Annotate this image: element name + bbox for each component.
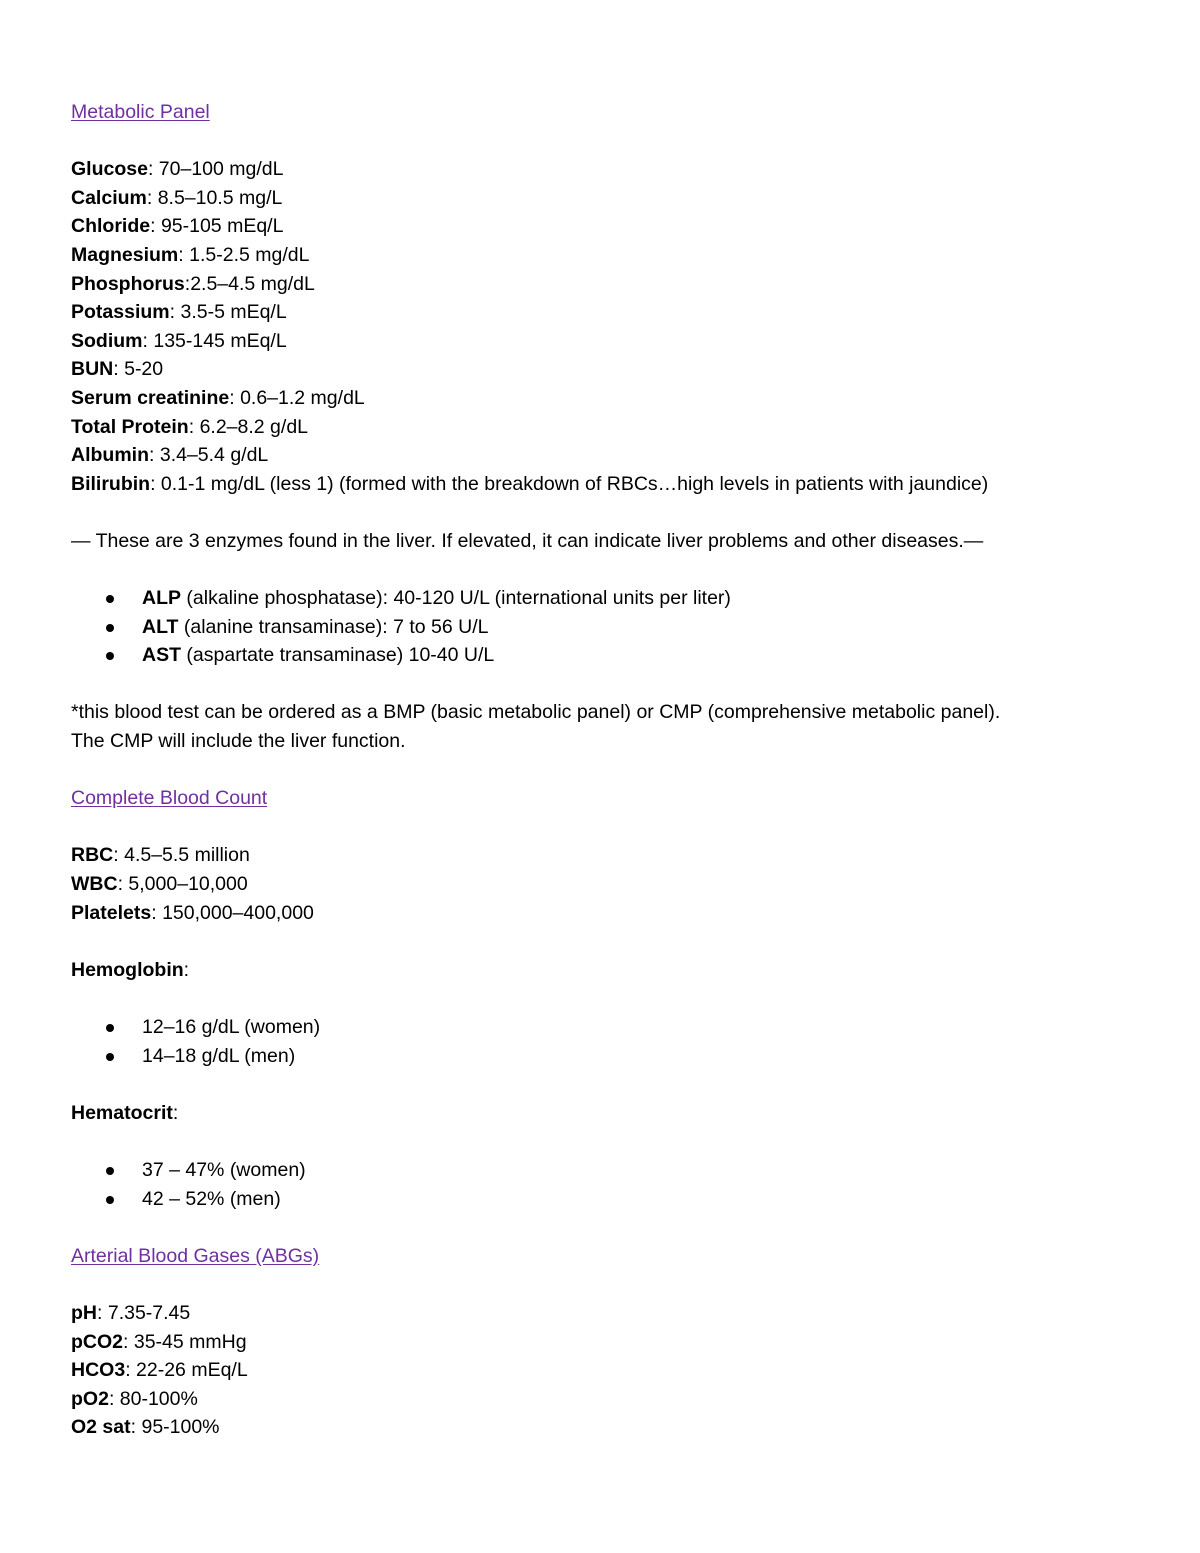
metabolic-item-value: 2.5–4.5 mg/dL xyxy=(190,272,315,295)
bullet-icon xyxy=(106,624,114,632)
abg-list xyxy=(71,1299,1151,1442)
metabolic-item-label: Total Protein xyxy=(71,415,189,438)
abg-item-label: pH xyxy=(71,1301,97,1324)
metabolic-item-label: Glucose xyxy=(71,158,148,181)
metabolic-item-value: 5-20 xyxy=(124,358,164,381)
hemoglobin-range-women: 12–16 g/dL (women) xyxy=(71,1013,1151,1042)
hemoglobin-range-men: 14–18 g/dL (men) xyxy=(71,1042,1151,1071)
metabolic-item-value: 3.5-5 mEq/L xyxy=(180,301,287,324)
liver-enzyme-alt xyxy=(71,613,1151,642)
metabolic-item-calcium: Calcium: 8.5–10.5 mg/L xyxy=(71,186,283,209)
metabolic-item-label: Albumin xyxy=(71,444,149,467)
liver-enzyme-value: (aspartate transaminase) 10-40 U/L xyxy=(181,644,495,667)
bullet-icon xyxy=(106,595,114,603)
metabolic-item-label: Phosphorus xyxy=(71,272,185,295)
abg-item-label: O2 sat xyxy=(71,1416,131,1439)
metabolic-item-bilirubin: Bilirubin: 0.1-1 mg/dL (less 1) (formed with the breakdown of RBCs…high levels in patients with jaundice) xyxy=(71,472,989,495)
metabolic-item-phosphorus: Phosphorus:2.5–4.5 mg/dL xyxy=(71,272,315,295)
metabolic-item-value: 0.6–1.2 mg/dL xyxy=(240,386,365,409)
liver-enzyme-alp xyxy=(71,584,1151,613)
cbc-item-rbc: RBC: 4.5–5.5 million xyxy=(71,844,250,867)
metabolic-item-sodium: Sodium: 135-145 mEq/L xyxy=(71,329,287,352)
metabolic-item-glucose: Glucose: 70–100 mg/dL xyxy=(71,158,284,181)
abg-item-value: 22-26 mEq/L xyxy=(136,1359,248,1382)
liver-enzyme-ast xyxy=(71,641,1151,670)
bullet-icon xyxy=(106,1167,114,1175)
cbc-item-wbc: WBC: 5,000–10,000 xyxy=(71,873,248,896)
metabolic-item-label: Serum creatinine xyxy=(71,386,230,409)
cbc-item-platelets: Platelets: 150,000–400,000 xyxy=(71,901,314,924)
abg-item-hco3: HCO3: 22-26 mEq/L xyxy=(71,1359,248,1382)
metabolic-footnote-line-2: The CMP will include the liver function. xyxy=(71,730,406,753)
cbc-item-label: RBC xyxy=(71,844,114,867)
metabolic-footnote-line-1: *this blood test can be ordered as a BMP (basic metabolic panel) or CMP (comprehensive metabolic panel). xyxy=(71,701,1001,724)
bullet-icon xyxy=(106,1024,114,1032)
metabolic-item-bun: BUN: 5-20 xyxy=(71,358,164,381)
metabolic-item-label: Bilirubin xyxy=(71,472,151,495)
metabolic-item-value: 8.5–10.5 mg/L xyxy=(157,186,283,209)
hematocrit-range-men: 42 – 52% (men) xyxy=(71,1185,1151,1214)
bullet-icon xyxy=(106,1053,114,1061)
metabolic-item-value: 135-145 mEq/L xyxy=(153,329,287,352)
metabolic-item-label: BUN xyxy=(71,358,114,381)
abg-item-value: 95-100% xyxy=(141,1416,220,1439)
metabolic-item-label: Potassium xyxy=(71,301,170,324)
document-page xyxy=(71,98,1151,1442)
metabolic-item-label: Sodium xyxy=(71,329,143,352)
metabolic-item-chloride: Chloride: 95-105 mEq/L xyxy=(71,215,284,238)
hemoglobin-ranges xyxy=(71,1013,1151,1070)
metabolic-panel-list xyxy=(71,155,1151,498)
hematocrit-range-women: 37 – 47% (women) xyxy=(71,1156,1151,1185)
liver-enzymes-list xyxy=(71,584,1151,670)
metabolic-item-value: 95-105 mEq/L xyxy=(160,215,284,238)
cbc-item-value: 150,000–400,000 xyxy=(162,901,314,924)
liver-enzyme-value: (alkaline phosphatase): 40-120 U/L (international units per liter) xyxy=(181,587,731,610)
cbc-item-label: Platelets xyxy=(71,901,152,924)
metabolic-item-label: Calcium xyxy=(71,186,147,209)
metabolic-item-value: 0.1-1 mg/dL (less 1) (formed with the breakdown of RBCs…high levels in patients with jaundice) xyxy=(160,472,989,495)
abg-item-ph: pH: 7.35-7.45 xyxy=(71,1301,191,1324)
metabolic-item-value: 6.2–8.2 g/dL xyxy=(199,415,309,438)
metabolic-item-total-protein: Total Protein: 6.2–8.2 g/dL xyxy=(71,415,309,438)
abg-item-label: HCO3 xyxy=(71,1359,126,1382)
metabolic-item-value: 1.5-2.5 mg/dL xyxy=(189,243,310,266)
metabolic-item-albumin: Albumin: 3.4–5.4 g/dL xyxy=(71,444,269,467)
liver-enzyme-label: AST xyxy=(142,644,181,667)
abg-item-pco2: pCO2: 35-45 mmHg xyxy=(71,1330,247,1353)
cbc-item-value: 5,000–10,000 xyxy=(128,873,248,896)
abg-item-label: pCO2 xyxy=(71,1330,124,1353)
metabolic-item-value: 3.4–5.4 g/dL xyxy=(159,444,269,467)
metabolic-panel-heading: Metabolic Panel xyxy=(71,101,210,123)
metabolic-item-value: 70–100 mg/dL xyxy=(158,158,284,181)
abg-item-value: 35-45 mmHg xyxy=(133,1330,247,1353)
liver-enzyme-value: (alanine transaminase): 7 to 56 U/L xyxy=(178,615,489,638)
bullet-icon xyxy=(106,652,114,660)
liver-enzyme-label: ALT xyxy=(142,615,179,638)
metabolic-item-potassium: Potassium: 3.5-5 mEq/L xyxy=(71,301,287,324)
liver-enzymes-note: — These are 3 enzymes found in the liver. If elevated, it can indicate liver problems and other diseases.— xyxy=(71,529,984,552)
cbc-item-label: WBC xyxy=(71,873,118,896)
hematocrit-label: Hematocrit: xyxy=(71,1101,179,1124)
liver-enzyme-label: ALP xyxy=(142,587,181,610)
metabolic-item-serum-creatinine: Serum creatinine: 0.6–1.2 mg/dL xyxy=(71,386,365,409)
abg-item-o2-sat: O2 sat: 95-100% xyxy=(71,1416,220,1439)
complete-blood-count-heading: Complete Blood Count xyxy=(71,787,268,810)
hematocrit-ranges xyxy=(71,1156,1151,1213)
metabolic-item-magnesium: Magnesium: 1.5-2.5 mg/dL xyxy=(71,243,310,266)
bullet-icon xyxy=(106,1196,114,1204)
hemoglobin-label: Hemoglobin: xyxy=(71,958,190,981)
metabolic-item-label: Magnesium xyxy=(71,243,179,266)
abg-item-po2: pO2: 80-100% xyxy=(71,1387,198,1410)
metabolic-item-label: Chloride xyxy=(71,215,151,238)
abg-item-value: 80-100% xyxy=(119,1387,198,1410)
cbc-item-value: 4.5–5.5 million xyxy=(124,844,250,867)
arterial-blood-gases-heading: Arterial Blood Gases (ABGs) xyxy=(71,1244,320,1267)
cbc-list xyxy=(71,841,1151,927)
abg-item-label: pO2 xyxy=(71,1387,109,1410)
abg-item-value: 7.35-7.45 xyxy=(107,1301,191,1324)
